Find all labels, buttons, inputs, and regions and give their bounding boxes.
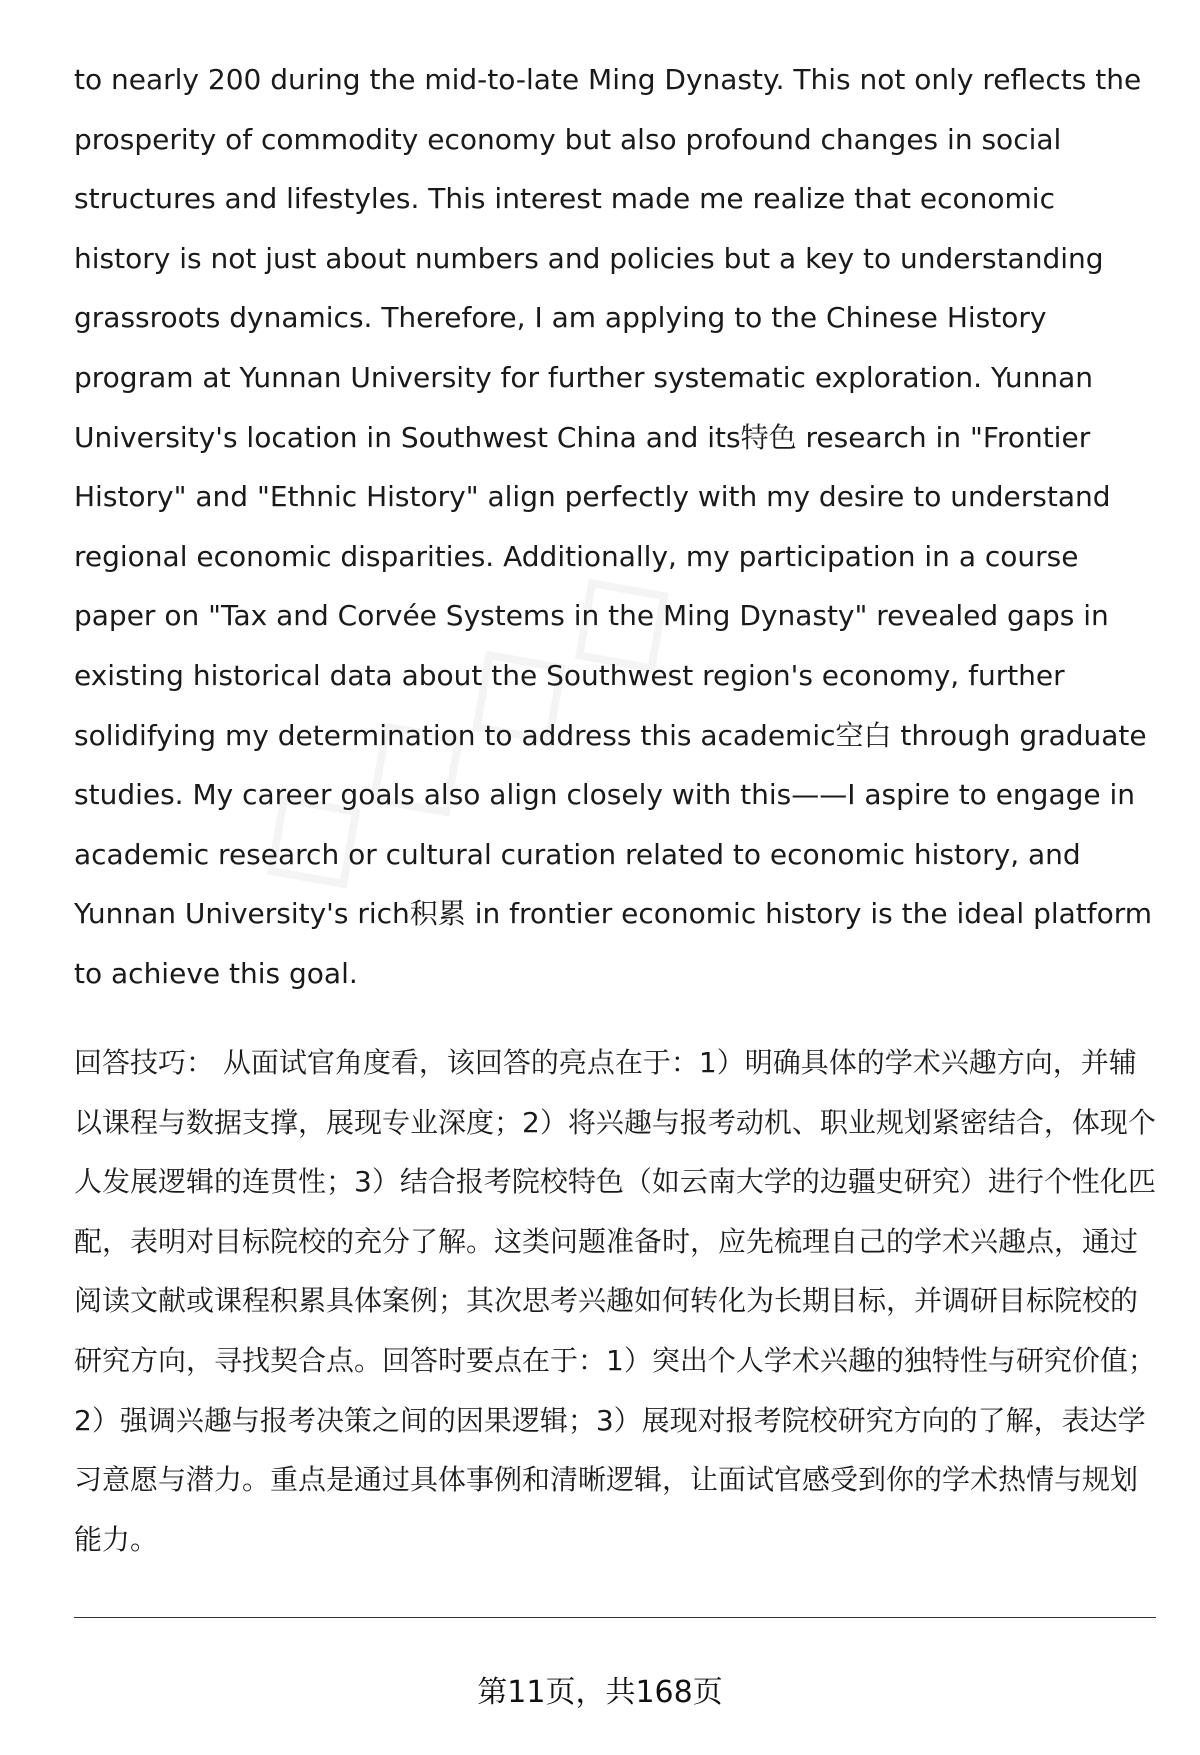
body-paragraph: to nearly 200 during the mid-to-late Ming Dynasty. This not only reflects the prosperity of commodity economy but also profound changes in social structures and lifestyles. This interest made me realize that economic history is not just about numbers and policies but a key to understanding grassroots dynamics. Therefore, I am applying to the Chinese History program at Yunnan University for further systematic exploration. Yunnan University's location in Southwest China and its特色 research in "Frontier History" and "Ethnic History" align perfectly with my desire to understand regional economic disparities. Additionally, my participation in a course paper on "Tax and Corvée Systems in the Ming Dynasty" revealed gaps in existing historical data about the Southwest region's economy, further solidifying my determination to address this academic空白 through graduate studies. My career goals also align closely with this——I aspire to engage in academic research or cultural curation related to economic history, and Yunnan University's rich积累 in frontier economic history is the ideal platform to achieve this goal.: [74, 63, 1153, 990]
answer-tips-paragraph: 回答技巧： 从面试官角度看，该回答的亮点在于：1）明确具体的学术兴趣方向，并辅以课程与数据支撑，展现专业深度；2）将兴趣与报考动机、职业规划紧密结合，体现个人发展逻辑的连贯性；3）结合报考院校特色（如云南大学的边疆史研究）进行个性化匹配，表明对目标院校的充分了解。这类问题准备时，应先梳理自己的学术兴趣点，通过阅读文献或课程积累具体案例；其次思考兴趣如何转化为长期目标，并调研目标院校的研究方向，寻找契合点。回答时要点在于：1）突出个人学术兴趣的独特性与研究价值；2）强调兴趣与报考决策之间的因果逻辑；3）展现对报考院校研究方向的了解，表达学习意愿与潜力。重点是通过具体事例和清晰逻辑，让面试官感受到你的学术热情与规划能力。: [74, 1046, 1156, 1556]
page-number: 第11页，共168页: [477, 1675, 723, 1710]
footer-divider: [74, 1617, 1156, 1618]
